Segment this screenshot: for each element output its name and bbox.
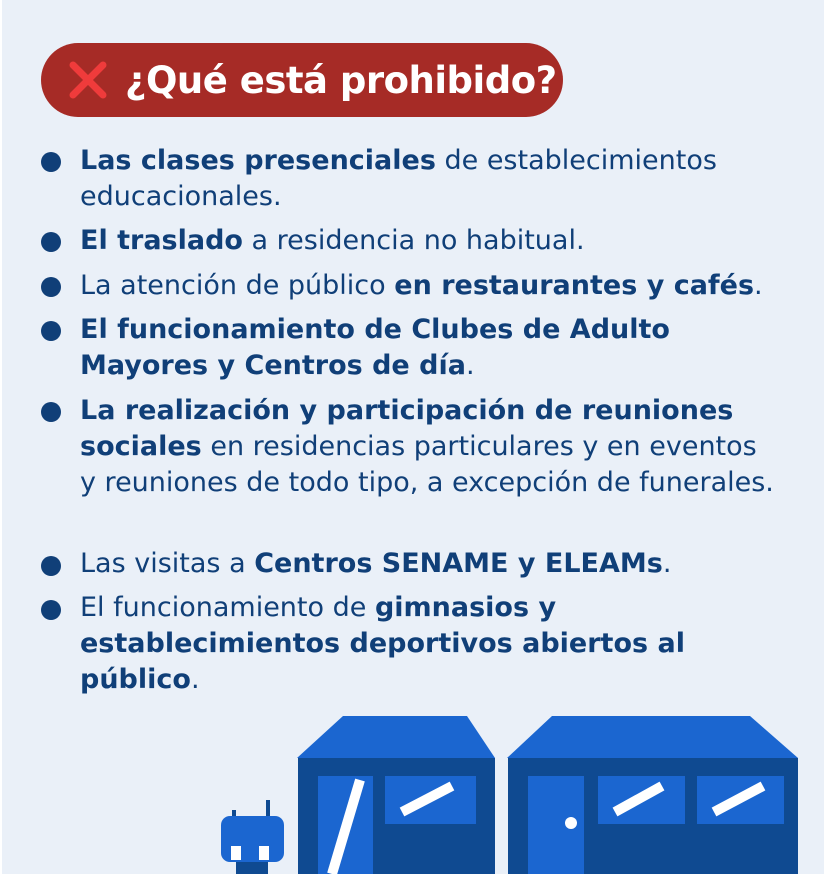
- door-knob: [565, 817, 577, 829]
- page-title: ¿Qué está prohibido?: [125, 58, 557, 102]
- list-item-text: El traslado a residencia no habitual.: [80, 225, 585, 256]
- list-item-text: Las visitas a Centros SENAME y ELEAMs.: [80, 548, 672, 579]
- left-roof: [297, 716, 495, 758]
- list-item-text: La realización y participación de reuniones sociales en residencias particulares y en eventos y reuniones de todo tipo, a excepción de funerales.: [80, 395, 774, 498]
- planter-icon: [221, 816, 284, 862]
- list-item-text: Las clases presenciales de establecimientos educacionales.: [80, 145, 717, 212]
- list-item-text: El funcionamiento de Clubes de Adulto Mayores y Centros de día.: [80, 314, 670, 381]
- planter-leg: [231, 846, 241, 860]
- list-item-text: El funcionamiento de gimnasios y establecimientos deportivos abiertos al público.: [80, 592, 685, 695]
- planter-leg: [259, 846, 269, 860]
- list-item-text: La atención de público en restaurantes y cafés.: [80, 270, 763, 301]
- right-roof: [507, 716, 798, 758]
- planter-base: [236, 862, 268, 874]
